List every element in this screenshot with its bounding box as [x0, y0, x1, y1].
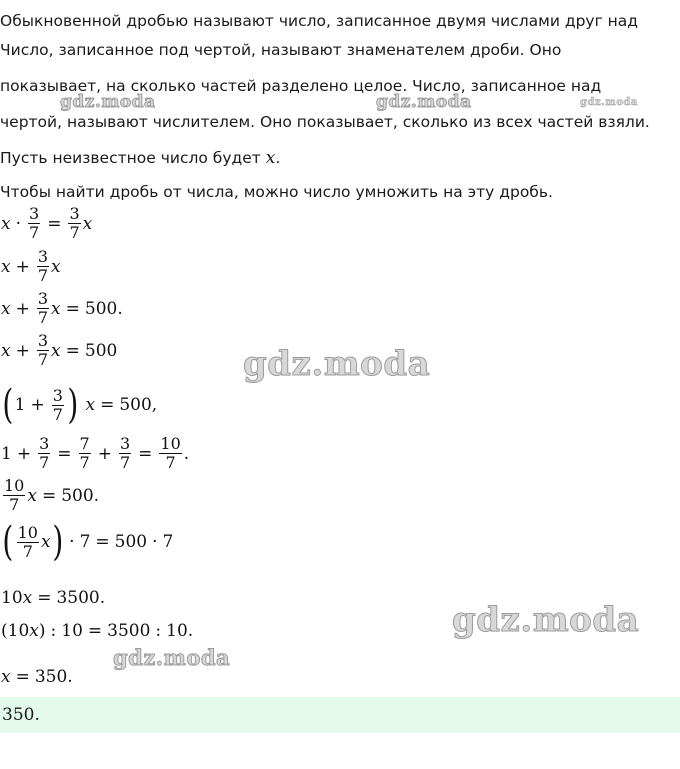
eq-x: x — [1, 298, 11, 319]
eq-seven: 7 — [162, 532, 174, 552]
eq-ten: 10 — [1, 588, 23, 608]
eq-equals: = — [138, 443, 153, 464]
text-line-5 — [0, 148, 280, 168]
eq-equals: = — [65, 298, 80, 319]
equation-3 — [1, 291, 123, 326]
eq-plus: + — [15, 298, 30, 319]
eq-value: 3500. — [56, 588, 106, 608]
watermark: gdz.moda — [580, 97, 638, 108]
numerator: 3 — [119, 434, 131, 453]
text-line-4: чертой, называют числителем. Оно показывает, сколько из всех частей взяли. — [0, 113, 650, 131]
numerator: 3 — [37, 331, 49, 350]
eq-value: 500. — [61, 485, 100, 506]
fraction — [37, 249, 49, 284]
eq-x: x — [85, 395, 96, 415]
eq-dot: · — [69, 532, 75, 552]
numerator: 3 — [37, 289, 49, 308]
numerator: 3 — [39, 434, 50, 453]
text-line-3: показывает, на сколько частей разделено целое. Число, записанное над — [0, 77, 602, 95]
left-paren: ( — [2, 382, 14, 428]
denominator: 7 — [9, 495, 20, 514]
eq-plus: + — [30, 395, 45, 415]
eq-value: 350. — [34, 667, 73, 687]
eq-x: x — [51, 256, 61, 277]
numerator: 10 — [160, 434, 181, 453]
fraction — [52, 385, 64, 424]
eq-value: 500, — [119, 395, 158, 415]
equation-6 — [1, 436, 189, 471]
equation-9 — [1, 588, 105, 608]
equation-1 — [1, 206, 92, 241]
eq-equals: = — [87, 621, 103, 641]
denominator: 7 — [37, 350, 49, 369]
text-line-5-suffix: . — [275, 149, 281, 167]
eq-plus: + — [15, 340, 30, 361]
eq-x: x — [22, 588, 33, 608]
equation-7 — [1, 478, 99, 513]
numerator: 7 — [79, 434, 90, 453]
eq-plus: + — [15, 256, 30, 277]
fraction — [37, 291, 49, 326]
eq-value: 500. — [84, 298, 123, 319]
denominator: 7 — [22, 541, 33, 561]
text-line-5-var: x — [265, 148, 276, 168]
denominator: 7 — [37, 308, 49, 327]
denominator: 7 — [119, 453, 131, 472]
left-paren: ( — [1, 621, 8, 641]
eq-period: . — [183, 443, 190, 464]
watermark: gdz.moda — [60, 92, 156, 112]
text-line-5-prefix: Пусть неизвестное число будет — [0, 149, 266, 167]
eq-x: x — [29, 621, 39, 641]
watermark: gdz.moda — [113, 645, 231, 670]
eq-equals: = — [41, 485, 57, 506]
denominator: 7 — [69, 223, 80, 242]
watermark: gdz.moda — [452, 600, 640, 640]
eq-x: x — [51, 340, 61, 361]
eq-equals: = — [57, 443, 72, 464]
eq-ten: 10 — [61, 621, 83, 641]
equation-4 — [1, 333, 117, 368]
eq-equals: = — [37, 588, 52, 608]
fraction — [159, 436, 181, 471]
equation-8 — [1, 519, 174, 565]
eq-x: x — [1, 667, 11, 687]
eq-value: 3500 — [107, 621, 151, 641]
eq-dot: · — [15, 213, 21, 234]
text-line-1: Обыкновенной дробью называют число, записанное двумя числами друг над — [0, 12, 639, 30]
eq-one: 1 — [1, 443, 12, 464]
left-paren: ( — [2, 519, 14, 565]
right-paren: ) — [67, 382, 79, 428]
watermark: gdz.moda — [243, 344, 431, 384]
equation-10 — [1, 621, 193, 641]
fraction — [37, 333, 49, 368]
eq-colon: : — [50, 621, 57, 641]
numerator: 3 — [69, 204, 80, 223]
fraction — [3, 478, 25, 513]
right-paren: ) — [38, 621, 46, 641]
fraction — [28, 206, 40, 241]
eq-colon: : — [155, 621, 162, 641]
fraction — [119, 436, 131, 471]
denominator: 7 — [37, 266, 49, 285]
fraction — [68, 206, 80, 241]
numerator: 10 — [17, 522, 38, 542]
eq-x: x — [1, 256, 11, 277]
right-paren: ) — [51, 519, 63, 565]
watermark: gdz.moda — [376, 92, 472, 112]
eq-x: x — [27, 485, 37, 506]
answer-value: 350. — [2, 705, 40, 725]
eq-x: x — [1, 213, 11, 234]
numerator: 3 — [37, 247, 49, 266]
eq-x: x — [1, 340, 11, 361]
eq-ten: 10 — [7, 621, 30, 641]
eq-value: 500 — [84, 340, 118, 361]
text-line-6: Чтобы найти дробь от числа, можно число умножить на эту дробь. — [0, 183, 553, 201]
denominator: 7 — [52, 404, 63, 424]
denominator: 7 — [39, 453, 50, 472]
denominator: 7 — [29, 223, 40, 242]
equation-5 — [1, 382, 158, 428]
eq-equals: = — [15, 667, 30, 687]
eq-x: x — [82, 213, 93, 234]
text-line-2: Число, записанное под чертой, называют знаменателем дроби. Оно — [0, 41, 562, 59]
eq-dot: · — [152, 532, 158, 552]
numerator: 10 — [4, 476, 25, 495]
eq-equals: = — [47, 213, 62, 234]
eq-plus: + — [16, 443, 32, 464]
numerator: 3 — [52, 385, 63, 405]
denominator: 7 — [165, 453, 176, 472]
eq-seven: 7 — [79, 532, 91, 552]
eq-ten-end: 10. — [166, 621, 194, 641]
numerator: 3 — [29, 204, 40, 223]
eq-x: x — [51, 298, 61, 319]
eq-value: 500 — [114, 532, 148, 552]
equation-2 — [1, 249, 61, 284]
fraction — [79, 436, 91, 471]
denominator: 7 — [79, 453, 90, 472]
eq-one: 1 — [14, 395, 26, 415]
fraction — [17, 522, 39, 561]
eq-plus: + — [97, 443, 112, 464]
eq-equals: = — [100, 395, 115, 415]
eq-equals: = — [95, 532, 110, 552]
eq-x: x — [40, 532, 51, 552]
eq-equals: = — [65, 340, 80, 361]
fraction — [38, 436, 50, 471]
equation-11 — [1, 667, 73, 687]
answer-block — [0, 697, 680, 733]
